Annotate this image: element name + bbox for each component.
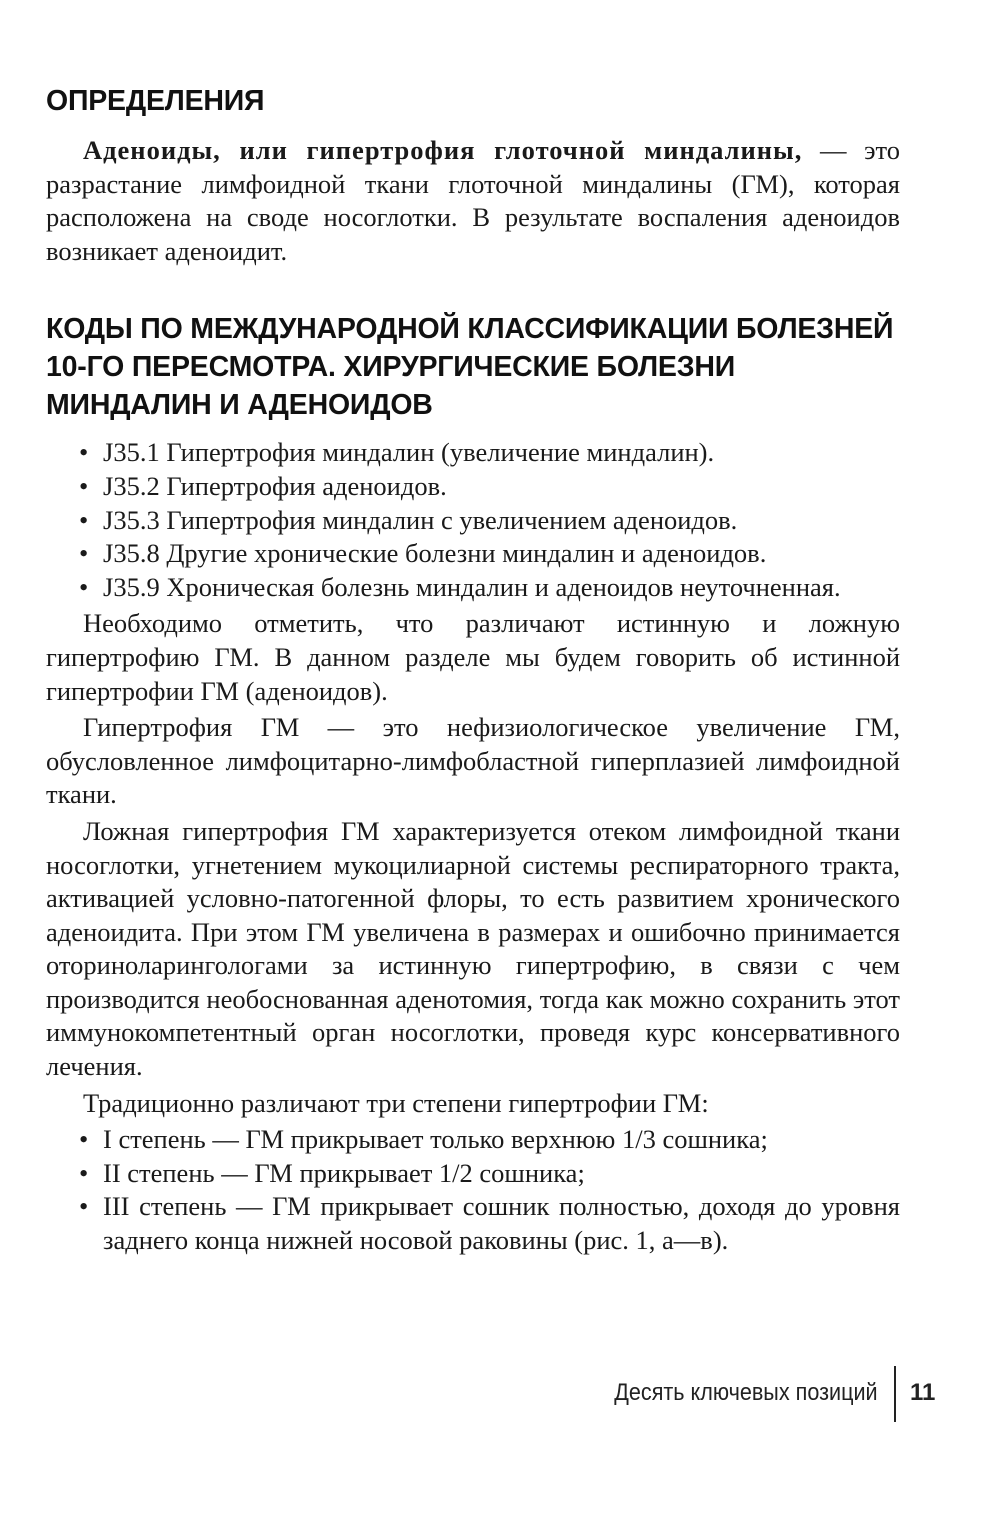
list-item: • J35.2 Гипертрофия аденоидов. (46, 470, 900, 504)
bullet-icon: • (79, 470, 89, 501)
running-title: Десять ключевых позиций (614, 1379, 878, 1406)
bullet-icon: • (79, 437, 89, 468)
bullet-icon: • (79, 571, 89, 602)
definition-term: Аденоиды, или гипертрофия глоточной миндалины, (83, 135, 803, 165)
list-item: • I степень — ГМ прикрывает только верхнюю 1/3 сошника; (46, 1123, 900, 1157)
body-paragraph: Необходимо отметить, что различают истинную и ложную гипертрофию ГМ. В данном разделе мы будем говорить об истинной гипертрофии ГМ (аденоидов). (46, 608, 900, 706)
icd-heading: КОДЫ ПО МЕЖДУНАРОДНОЙ КЛАССИФИКАЦИИ БОЛЕЗНЕЙ 10-ГО ПЕРЕСМОТРА. ХИРУРГИЧЕСКИЕ БОЛЕЗНИ МИНДАЛИН И АДЕНОИДОВ (46, 313, 894, 422)
bullet-icon: • (79, 538, 89, 569)
footer-divider (894, 1366, 896, 1422)
definition-text: — это разрастание лимфоидной ткани глоточной миндалины (ГМ), которая расположена на своде носоглотки. В результате воспаления аденоидов возникает аденоидит. (46, 135, 901, 266)
list-item: • J35.8 Другие хронические болезни миндалин и аденоидов. (46, 537, 900, 571)
definitions-heading: ОПРЕДЕЛЕНИЯ (46, 85, 265, 117)
degree-list (46, 1123, 900, 1257)
page-footer (0, 1366, 1000, 1422)
bullet-icon: • (79, 1191, 89, 1222)
body-paragraph: Ложная гипертрофия ГМ характеризуется отеком лимфоидной ткани носоглотки, угнетением мукоцилиарной системы респираторного тракта, активацией условно-патогенной флоры, то есть развитием хронического аденоидита. При этом ГМ увеличена в размерах и ошибочно принимается оториноларингологами за истинную гипертрофию, в связи с чем производится необоснованная аденотомия, тогда как можно сохранить этот иммунокомпетентный орган носоглотки, проведя курс консервативного лечения. (46, 815, 900, 1082)
page-number: 11 (910, 1379, 936, 1406)
bullet-icon: • (79, 1157, 89, 1188)
list-item: • J35.9 Хроническая болезнь миндалин и аденоидов неуточненная. (46, 571, 900, 605)
icd-code-list (46, 436, 900, 604)
list-item: • J35.3 Гипертрофия миндалин с увеличением аденоидов. (46, 504, 900, 538)
body-paragraph: Традиционно различают три степени гипертрофии ГМ: (83, 1087, 709, 1118)
bullet-icon: • (79, 1124, 89, 1155)
body-paragraph: Гипертрофия ГМ — это нефизиологическое увеличение ГМ, обусловленное лимфоцитарно-лимфобластной гиперплазией лимфоидной ткани. (46, 712, 900, 810)
bullet-icon: • (79, 504, 89, 535)
list-item: • J35.1 Гипертрофия миндалин (увеличение миндалин). (46, 436, 900, 470)
page-content (46, 82, 900, 1261)
list-item: • III степень — ГМ прикрывает сошник полностью, доходя до уровня заднего конца нижней носовой раковины (рис. 1, а—в). (79, 1191, 900, 1256)
definition-paragraph (46, 134, 900, 268)
list-item: • II степень — ГМ прикрывает 1/2 сошника; (46, 1157, 900, 1191)
